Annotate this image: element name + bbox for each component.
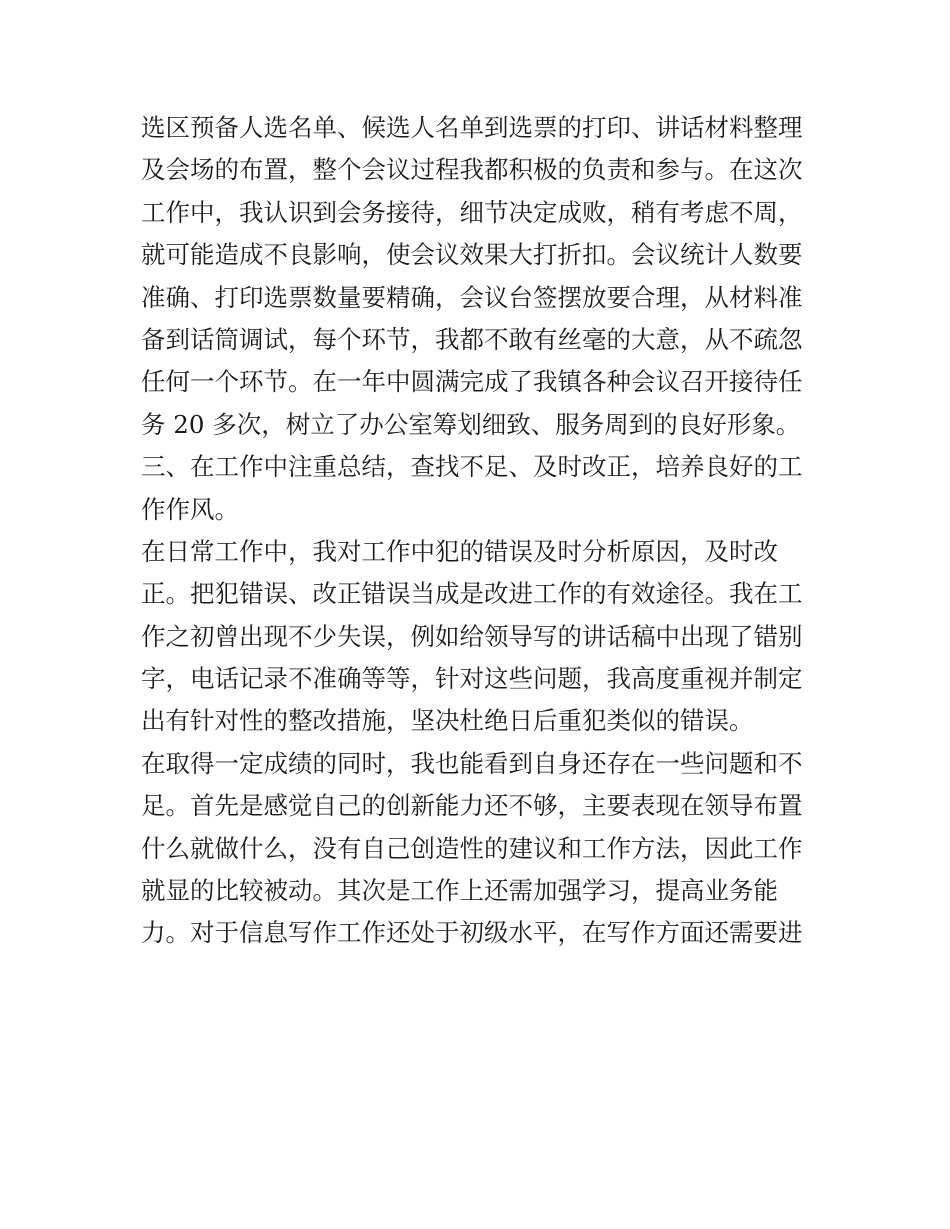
document-body — [141, 107, 813, 955]
text-line: 什么就做什么，没有自己创造性的建议和工作方法，因此工作 — [141, 833, 803, 863]
text-line: 务 20 多次，树立了办公室筹划细致、服务周到的良好形象。 — [141, 409, 801, 439]
text-line: 就可能造成不良影响，使会议效果大打折扣。会议统计人数要 — [141, 240, 803, 270]
text-line: 出有针对性的整改措施，坚决杜绝日后重犯类似的错误。 — [141, 706, 754, 736]
section-heading: 三、在工作中注重总结，查找不足、及时改正，培养良好的工 — [141, 452, 803, 482]
text-line: 备到话筒调试，每个环节，我都不敢有丝毫的大意，从不疏忽 — [141, 324, 803, 354]
text-line: 就显的比较被动。其次是工作上还需加强学习，提高业务能 — [141, 876, 778, 906]
text-line: 正。把犯错误、改正错误当成是改进工作的有效途径。我在工 — [141, 579, 803, 609]
text-line: 工作中，我认识到会务接待，细节决定成败，稍有考虑不周， — [141, 197, 803, 227]
text-line: 及会场的布置，整个会议过程我都积极的负责和参与。在这次 — [141, 155, 803, 185]
text-line: 字，电话记录不准确等等，针对这些问题，我高度重视并制定 — [141, 664, 803, 694]
text-line: 在日常工作中，我对工作中犯的错误及时分析原因，及时改 — [141, 536, 778, 566]
text-line: 在取得一定成绩的同时，我也能看到自身还存在一些问题和不 — [141, 748, 803, 778]
text-line: 足。首先是感觉自己的创新能力还不够，主要表现在领导布置 — [141, 791, 803, 821]
text-line: 力。对于信息写作工作还处于初级水平，在写作方面还需要进 — [141, 918, 803, 948]
text-line: 选区预备人选名单、候选人名单到选票的打印、讲话材料整理 — [141, 113, 803, 142]
text-line: 作之初曾出现不少失误，例如给领导写的讲话稿中出现了错别 — [141, 621, 803, 651]
text-line: 准确、打印选票数量要精确，会议台签摆放要合理，从材料准 — [141, 282, 803, 312]
section-heading: 作作风。 — [141, 494, 239, 524]
text-line: 任何一个环节。在一年中圆满完成了我镇各种会议召开接待任 — [141, 367, 803, 397]
